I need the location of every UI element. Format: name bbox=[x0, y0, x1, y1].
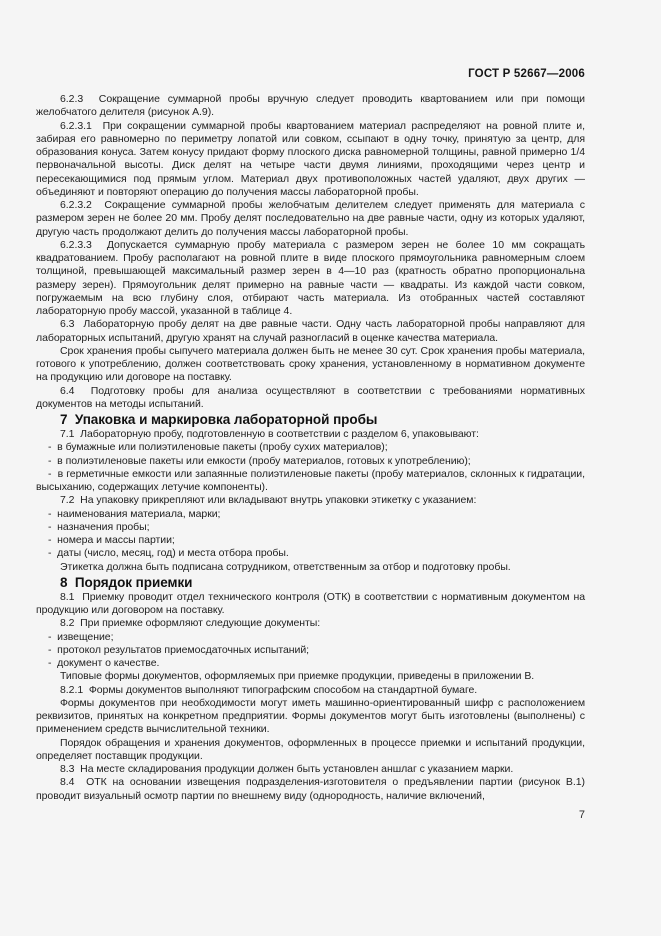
paragraph: 8.3 На месте складирования продукции должен быть установлен аншлаг с указанием марки. bbox=[60, 763, 514, 775]
list-item: - наименования материала, марки; bbox=[48, 507, 221, 520]
list-item: - документ о качестве. bbox=[48, 657, 160, 669]
paragraph: 7.1 Лабораторную пробу, подготовленную в соответствии с разделом 6, упаковывают: bbox=[60, 428, 479, 440]
paragraph: Этикетка должна быть подписана сотрудником, ответственным за отбор и подготовку пробы. bbox=[60, 560, 511, 573]
paragraph: Срок хранения пробы сыпучего материала должен быть не менее 30 сут. Срок хранения пробы материала, готового к употреблению, должен соответствовать сроку хранения, установленному в нормативном документе на продукцию или договоре на поставку. bbox=[36, 344, 585, 384]
paragraph: 6.4 Подготовку пробы для анализа осуществляют в соответствии с требованиями нормативных документов на методы испытаний. bbox=[36, 384, 585, 410]
list-item: - номера и массы партии; bbox=[48, 534, 175, 546]
paragraph: 6.2.3.1 При сокращении суммарной пробы квартованием материал распределяют на ровной плите и, забирая его равномерно по периметру лопатой или совком, ссыпают в одну точку, принятую за центр, для образования конуса. Затем конусу придают форму плоского диска равномерной толщины, равной примерно 1/4 первоначальной высоты. Диск делят на четыре части двумя линиями, проходящими через центр и пересекающимися под прямым углом. Материал двух противоположных частей удаляют, двух других — объединяют и повторяют операцию до получения массы лабораторной пробы. bbox=[36, 119, 585, 198]
paragraph: 7.2 На упаковку прикрепляют или вкладывают внутрь упаковки этикетку с указанием: bbox=[60, 494, 477, 507]
list-item: - в бумажные или полиэтиленовые пакеты (пробу сухих материалов); bbox=[48, 441, 388, 454]
page-number: 7 bbox=[578, 808, 585, 821]
paragraph: 6.2.3.2 Сокращение суммарной пробы желобчатым делителем следует применять для материала с размером зерен не более 20 мм. Пробу делят последовательно на две равные части, одну из которых удаляют, другую часть продолжают делить до получения массы лабораторной пробы. bbox=[36, 199, 585, 238]
list-item: - протокол результатов приемосдаточных испытаний; bbox=[48, 643, 310, 656]
section-heading: 8 Порядок приемки bbox=[60, 574, 193, 590]
paragraph: 8.2.1 Формы документов выполняют типографским способом на стандартной бумаге. bbox=[60, 683, 478, 696]
running-header: ГОСТ Р 52667—2006 bbox=[468, 68, 585, 80]
list-item: - извещение; bbox=[48, 630, 114, 643]
paragraph: 8.2 При приемке оформляют следующие документы: bbox=[60, 617, 321, 630]
document-body bbox=[36, 93, 585, 803]
paragraph: 8.1 Приемку проводит отдел технического контроля (ОТК) в соответствии с нормативным документом на продукцию или договором на поставку. bbox=[36, 590, 585, 616]
list-item: - в полиэтиленовые пакеты или емкости (пробу материалов, готовых к употреблению); bbox=[48, 454, 471, 467]
paragraph: Формы документов при необходимости могут иметь машинно-ориентированный шифр с расположением реквизитов, принятых на конкретном предприятии. Формы документов могут быть изготовлены (выполнены) с применением средств вычислительной техники. bbox=[36, 696, 585, 736]
paragraph: Типовые формы документов, оформляемых при приемке продукции, приведены в приложении В. bbox=[60, 670, 535, 683]
list-item: - даты (число, месяц, год) и места отбора пробы. bbox=[48, 547, 289, 560]
paragraph: 8.4 ОТК на основании извещения подразделения-изготовителя о предъявлении партии (рисунок В.1) проводит визуальный осмотр партии по внешнему виду (однородность, наличие включений, bbox=[36, 776, 585, 802]
paragraph: 6.3 Лабораторную пробу делят на две равные части. Одну часть лабораторной пробы направляют для лабораторных испытаний, другую хранят на случай разногласий в оценке качества материала. bbox=[36, 318, 585, 344]
paragraph: Порядок обращения и хранения документов, оформленных в процессе приемки и испытаний продукции, определяет поставщик продукции. bbox=[36, 736, 585, 762]
list-item: - в герметичные емкости или запаянные полиэтиленовые пакеты (пробу материалов, склонных к гидратации, высыханию, содержащих летучие компоненты). bbox=[36, 467, 585, 493]
paragraph: 6.2.3 Сокращение суммарной пробы вручную следует проводить квартованием или при помощи желобчатого делителя (рисунок А.9). bbox=[36, 93, 585, 119]
section-heading: 7 Упаковка и маркировка лабораторной пробы bbox=[60, 412, 378, 427]
paragraph: 6.2.3.3 Допускается суммарную пробу материала с размером зерен не более 10 мм сокращать квадратованием. Пробу располагают на ровной плите в виде плоского прямоугольника равномерным слоем толщиной, превышающей максимальный размер зерен в 4—10 раз (кратность обратно пропорциональна размеру зерен). Прямоугольник делят примерно на равные части — квадраты. Из каждой части совком, погружаемым на всю глубину слоя, отбирают часть материала. Из отобранных частей составляют лабораторную пробу массой, указанной в таблице 4. bbox=[36, 238, 585, 317]
list-item: - назначения пробы; bbox=[48, 520, 150, 533]
